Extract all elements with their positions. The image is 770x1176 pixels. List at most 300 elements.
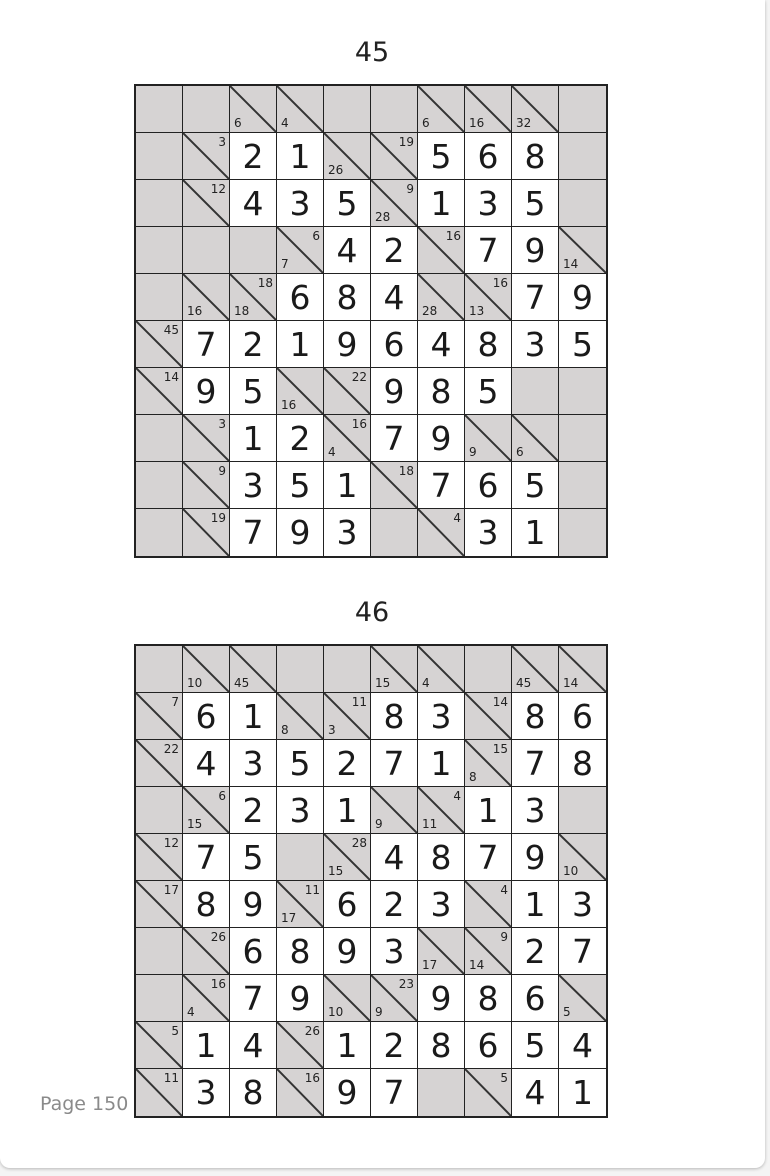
- clue-cell: [183, 787, 230, 834]
- answer-digit: 2: [242, 136, 264, 176]
- answer-digit: 3: [477, 183, 499, 223]
- answer-digit: 7: [430, 465, 452, 505]
- answer-cell: [277, 509, 324, 556]
- answer-cell: [324, 509, 371, 556]
- answer-digit: 1: [430, 743, 452, 783]
- answer-digit: 2: [242, 790, 264, 830]
- across-clue: 11: [351, 695, 367, 709]
- answer-digit: 1: [289, 324, 311, 364]
- down-clue: 14: [469, 958, 485, 972]
- answer-digit: 4: [242, 183, 264, 223]
- answer-cell: [277, 975, 324, 1022]
- answer-cell: [418, 180, 465, 227]
- answer-cell: [512, 881, 559, 928]
- answer-digit: 4: [336, 230, 358, 270]
- answer-cell: [559, 693, 606, 740]
- answer-cell: [559, 881, 606, 928]
- answer-cell: [465, 180, 512, 227]
- answer-cell: [559, 274, 606, 321]
- clue-cell: [136, 1069, 183, 1116]
- block-cell: [324, 646, 371, 693]
- clue-cell: [183, 415, 230, 462]
- clue-cell: [418, 274, 465, 321]
- across-clue: 9: [500, 930, 508, 944]
- clue-cell: [183, 133, 230, 180]
- clue-cell: [371, 975, 418, 1022]
- answer-cell: [559, 1022, 606, 1069]
- answer-cell: [324, 227, 371, 274]
- answer-digit: 4: [242, 1025, 264, 1065]
- answer-digit: 7: [477, 837, 499, 877]
- across-clue: 18: [257, 276, 273, 290]
- answer-digit: 8: [430, 371, 452, 411]
- answer-cell: [183, 1069, 230, 1116]
- down-clue: 14: [563, 676, 579, 690]
- clue-cell: [324, 975, 371, 1022]
- clue-cell: [230, 646, 277, 693]
- answer-digit: 5: [336, 183, 358, 223]
- block-cell: [136, 415, 183, 462]
- clue-cell: [559, 975, 606, 1022]
- down-clue: 10: [563, 864, 579, 878]
- answer-cell: [277, 740, 324, 787]
- across-clue: 26: [210, 930, 226, 944]
- answer-cell: [230, 928, 277, 975]
- clue-cell: [371, 180, 418, 227]
- down-clue: 13: [469, 304, 485, 318]
- answer-digit: 4: [524, 1073, 546, 1112]
- answer-digit: 1: [336, 465, 358, 505]
- clue-cell: [559, 646, 606, 693]
- clue-cell: [512, 415, 559, 462]
- answer-digit: 7: [383, 743, 405, 783]
- down-clue: 4: [422, 676, 430, 690]
- clue-cell: [324, 693, 371, 740]
- down-clue: 15: [375, 676, 391, 690]
- across-clue: 12: [210, 182, 226, 196]
- down-clue: 15: [328, 864, 344, 878]
- answer-digit: 5: [430, 136, 452, 176]
- clue-cell: [371, 133, 418, 180]
- answer-cell: [371, 1069, 418, 1116]
- answer-cell: [230, 834, 277, 881]
- answer-cell: [512, 740, 559, 787]
- answer-cell: [418, 693, 465, 740]
- answer-cell: [512, 462, 559, 509]
- answer-digit: 9: [336, 1073, 358, 1112]
- clue-cell: [230, 274, 277, 321]
- puzzle-46-title: 46: [354, 597, 390, 628]
- answer-digit: 9: [289, 513, 311, 552]
- clue-cell: [465, 693, 512, 740]
- clue-cell: [418, 787, 465, 834]
- down-clue: 18: [234, 304, 250, 318]
- answer-cell: [324, 787, 371, 834]
- down-clue: 10: [187, 676, 203, 690]
- clue-cell: [136, 740, 183, 787]
- across-clue: 7: [171, 695, 179, 709]
- clue-cell: [183, 509, 230, 556]
- clue-cell: [465, 1069, 512, 1116]
- clue-cell: [324, 133, 371, 180]
- clue-cell: [183, 274, 230, 321]
- answer-cell: [277, 928, 324, 975]
- clue-cell: [277, 881, 324, 928]
- answer-digit: 4: [383, 837, 405, 877]
- answer-digit: 9: [572, 277, 593, 317]
- across-clue: 14: [163, 370, 179, 384]
- clue-cell: [324, 415, 371, 462]
- answer-digit: 9: [195, 371, 217, 411]
- answer-digit: 3: [336, 513, 358, 552]
- answer-digit: 1: [524, 513, 546, 552]
- answer-digit: 7: [524, 743, 546, 783]
- answer-digit: 5: [242, 837, 264, 877]
- answer-cell: [230, 462, 277, 509]
- kakuro-grid-45: [134, 84, 608, 558]
- across-clue: 4: [500, 883, 508, 897]
- block-cell: [183, 86, 230, 133]
- answer-digit: 9: [336, 931, 358, 971]
- block-cell: [136, 86, 183, 133]
- clue-cell: [512, 86, 559, 133]
- answer-digit: 3: [524, 790, 546, 830]
- answer-cell: [512, 975, 559, 1022]
- answer-cell: [512, 227, 559, 274]
- down-clue: 16: [469, 116, 485, 130]
- answer-cell: [418, 462, 465, 509]
- answer-digit: 5: [524, 465, 546, 505]
- answer-cell: [230, 321, 277, 368]
- answer-digit: 8: [242, 1073, 264, 1112]
- answer-digit: 9: [430, 978, 452, 1018]
- across-clue: 17: [163, 883, 179, 897]
- down-clue: 28: [375, 210, 391, 224]
- answer-cell: [465, 227, 512, 274]
- answer-digit: 5: [477, 371, 499, 411]
- answer-cell: [324, 881, 371, 928]
- answer-digit: 3: [430, 696, 452, 736]
- answer-digit: 7: [195, 324, 217, 364]
- block-cell: [371, 86, 418, 133]
- clue-cell: [418, 509, 465, 556]
- block-cell: [136, 509, 183, 556]
- answer-cell: [465, 462, 512, 509]
- across-clue: 3: [218, 135, 226, 149]
- answer-digit: 3: [242, 465, 264, 505]
- across-clue: 4: [453, 511, 461, 525]
- answer-digit: 5: [572, 324, 593, 364]
- puzzle-45-title: 45: [354, 37, 390, 68]
- answer-cell: [465, 133, 512, 180]
- answer-cell: [230, 787, 277, 834]
- answer-cell: [371, 693, 418, 740]
- answer-cell: [371, 1022, 418, 1069]
- answer-cell: [324, 1022, 371, 1069]
- across-clue: 11: [163, 1071, 179, 1085]
- answer-cell: [183, 881, 230, 928]
- answer-digit: 4: [195, 743, 217, 783]
- clue-cell: [418, 86, 465, 133]
- answer-digit: 3: [524, 324, 546, 364]
- answer-cell: [512, 133, 559, 180]
- answer-cell: [183, 834, 230, 881]
- across-clue: 11: [304, 883, 320, 897]
- answer-digit: 9: [383, 371, 405, 411]
- answer-cell: [230, 133, 277, 180]
- answer-digit: 8: [572, 743, 593, 783]
- answer-digit: 8: [524, 136, 546, 176]
- answer-digit: 6: [572, 696, 593, 736]
- block-cell: [136, 133, 183, 180]
- clue-cell: [136, 834, 183, 881]
- block-cell: [277, 834, 324, 881]
- answer-digit: 2: [289, 418, 311, 458]
- block-cell: [183, 227, 230, 274]
- answer-cell: [465, 321, 512, 368]
- across-clue: 3: [218, 417, 226, 431]
- answer-digit: 9: [289, 978, 311, 1018]
- across-clue: 9: [406, 182, 414, 196]
- answer-digit: 6: [242, 931, 264, 971]
- down-clue: 45: [234, 676, 250, 690]
- clue-cell: [136, 368, 183, 415]
- answer-cell: [324, 740, 371, 787]
- block-cell: [136, 274, 183, 321]
- answer-digit: 8: [477, 324, 499, 364]
- clue-cell: [230, 86, 277, 133]
- answer-cell: [418, 368, 465, 415]
- answer-digit: 2: [336, 743, 358, 783]
- across-clue: 19: [210, 511, 226, 525]
- answer-digit: 5: [242, 371, 264, 411]
- answer-cell: [559, 1069, 606, 1116]
- clue-cell: [277, 1069, 324, 1116]
- answer-digit: 2: [524, 931, 546, 971]
- block-cell: [324, 86, 371, 133]
- down-clue: 32: [516, 116, 532, 130]
- down-clue: 11: [422, 817, 438, 831]
- down-clue: 28: [422, 304, 438, 318]
- answer-digit: 8: [383, 696, 405, 736]
- down-clue: 9: [375, 1005, 383, 1019]
- answer-cell: [512, 787, 559, 834]
- across-clue: 28: [351, 836, 367, 850]
- answer-cell: [371, 415, 418, 462]
- down-clue: 16: [281, 398, 297, 412]
- clue-cell: [371, 462, 418, 509]
- clue-cell: [183, 975, 230, 1022]
- answer-digit: 2: [383, 884, 405, 924]
- answer-digit: 4: [572, 1025, 593, 1065]
- answer-cell: [418, 881, 465, 928]
- answer-digit: 2: [383, 230, 405, 270]
- clue-cell: [277, 227, 324, 274]
- answer-cell: [418, 133, 465, 180]
- across-clue: 16: [445, 229, 461, 243]
- block-cell: [559, 509, 606, 556]
- clue-cell: [465, 881, 512, 928]
- answer-digit: 3: [289, 183, 311, 223]
- answer-digit: 7: [242, 513, 264, 552]
- answer-cell: [418, 321, 465, 368]
- clue-cell: [277, 86, 324, 133]
- answer-digit: 9: [524, 230, 546, 270]
- answer-digit: 1: [524, 884, 546, 924]
- down-clue: 7: [281, 257, 289, 271]
- answer-cell: [371, 321, 418, 368]
- clue-cell: [371, 787, 418, 834]
- answer-cell: [183, 740, 230, 787]
- across-clue: 5: [171, 1024, 179, 1038]
- clue-cell: [277, 1022, 324, 1069]
- answer-cell: [512, 1022, 559, 1069]
- answer-digit: 8: [430, 1025, 452, 1065]
- answer-cell: [512, 274, 559, 321]
- down-clue: 17: [281, 911, 297, 925]
- clue-cell: [183, 462, 230, 509]
- answer-cell: [277, 787, 324, 834]
- answer-cell: [277, 462, 324, 509]
- page-number: Page 150: [40, 1093, 129, 1115]
- answer-digit: 3: [383, 931, 405, 971]
- answer-cell: [371, 368, 418, 415]
- answer-cell: [230, 180, 277, 227]
- answer-digit: 1: [289, 136, 311, 176]
- clue-cell: [183, 180, 230, 227]
- block-cell: [136, 227, 183, 274]
- answer-digit: 7: [383, 1073, 405, 1112]
- down-clue: 6: [422, 116, 430, 130]
- answer-cell: [324, 462, 371, 509]
- block-cell: [136, 180, 183, 227]
- answer-cell: [230, 1022, 277, 1069]
- answer-cell: [277, 415, 324, 462]
- answer-digit: 6: [524, 978, 546, 1018]
- answer-digit: 1: [336, 790, 358, 830]
- answer-cell: [465, 834, 512, 881]
- answer-digit: 3: [572, 884, 593, 924]
- answer-digit: 3: [477, 513, 499, 552]
- across-clue: 14: [492, 695, 508, 709]
- answer-cell: [465, 509, 512, 556]
- down-clue: 3: [328, 723, 336, 737]
- across-clue: 16: [492, 276, 508, 290]
- block-cell: [136, 787, 183, 834]
- clue-cell: [559, 834, 606, 881]
- down-clue: 14: [563, 257, 579, 271]
- answer-cell: [512, 1069, 559, 1116]
- answer-digit: 1: [195, 1025, 217, 1065]
- down-clue: 8: [469, 770, 477, 784]
- answer-cell: [230, 740, 277, 787]
- answer-cell: [418, 740, 465, 787]
- answer-cell: [230, 368, 277, 415]
- answer-digit: 7: [572, 931, 593, 971]
- answer-cell: [465, 1022, 512, 1069]
- block-cell: [277, 646, 324, 693]
- answer-digit: 6: [477, 465, 499, 505]
- answer-cell: [371, 274, 418, 321]
- answer-cell: [559, 321, 606, 368]
- block-cell: [136, 462, 183, 509]
- across-clue: 6: [312, 229, 320, 243]
- answer-digit: 1: [242, 696, 264, 736]
- answer-digit: 9: [336, 324, 358, 364]
- answer-digit: 9: [430, 418, 452, 458]
- down-clue: 15: [187, 817, 203, 831]
- across-clue: 22: [351, 370, 367, 384]
- across-clue: 18: [398, 464, 414, 478]
- answer-digit: 8: [289, 931, 311, 971]
- answer-cell: [230, 693, 277, 740]
- across-clue: 5: [500, 1071, 508, 1085]
- answer-digit: 7: [195, 837, 217, 877]
- answer-cell: [418, 834, 465, 881]
- answer-digit: 3: [195, 1073, 217, 1112]
- answer-digit: 7: [242, 978, 264, 1018]
- clue-cell: [183, 646, 230, 693]
- answer-digit: 2: [242, 324, 264, 364]
- answer-digit: 1: [242, 418, 264, 458]
- answer-digit: 6: [477, 1025, 499, 1065]
- clue-cell: [465, 415, 512, 462]
- answer-digit: 9: [242, 884, 264, 924]
- answer-cell: [277, 321, 324, 368]
- block-cell: [371, 509, 418, 556]
- kakuro-grid-46: [134, 644, 608, 1118]
- block-cell: [512, 368, 559, 415]
- down-clue: 9: [375, 817, 383, 831]
- answer-digit: 5: [524, 1025, 546, 1065]
- answer-digit: 3: [430, 884, 452, 924]
- answer-digit: 6: [336, 884, 358, 924]
- answer-cell: [559, 740, 606, 787]
- answer-cell: [512, 834, 559, 881]
- answer-digit: 3: [242, 743, 264, 783]
- answer-cell: [371, 740, 418, 787]
- across-clue: 26: [304, 1024, 320, 1038]
- block-cell: [559, 133, 606, 180]
- block-cell: [559, 462, 606, 509]
- answer-cell: [465, 975, 512, 1022]
- down-clue: 10: [328, 1005, 344, 1019]
- clue-cell: [465, 740, 512, 787]
- clue-cell: [136, 1022, 183, 1069]
- answer-cell: [230, 509, 277, 556]
- answer-cell: [418, 415, 465, 462]
- across-clue: 16: [210, 977, 226, 991]
- clue-cell: [371, 646, 418, 693]
- answer-cell: [512, 693, 559, 740]
- answer-digit: 3: [289, 790, 311, 830]
- answer-cell: [371, 881, 418, 928]
- answer-digit: 1: [336, 1025, 358, 1065]
- clue-cell: [277, 693, 324, 740]
- block-cell: [559, 415, 606, 462]
- block-cell: [465, 646, 512, 693]
- clue-cell: [183, 928, 230, 975]
- answer-digit: 7: [383, 418, 405, 458]
- answer-cell: [277, 180, 324, 227]
- block-cell: [230, 227, 277, 274]
- answer-digit: 2: [383, 1025, 405, 1065]
- answer-cell: [324, 180, 371, 227]
- clue-cell: [465, 86, 512, 133]
- answer-cell: [230, 415, 277, 462]
- clue-cell: [136, 693, 183, 740]
- answer-digit: 6: [477, 136, 499, 176]
